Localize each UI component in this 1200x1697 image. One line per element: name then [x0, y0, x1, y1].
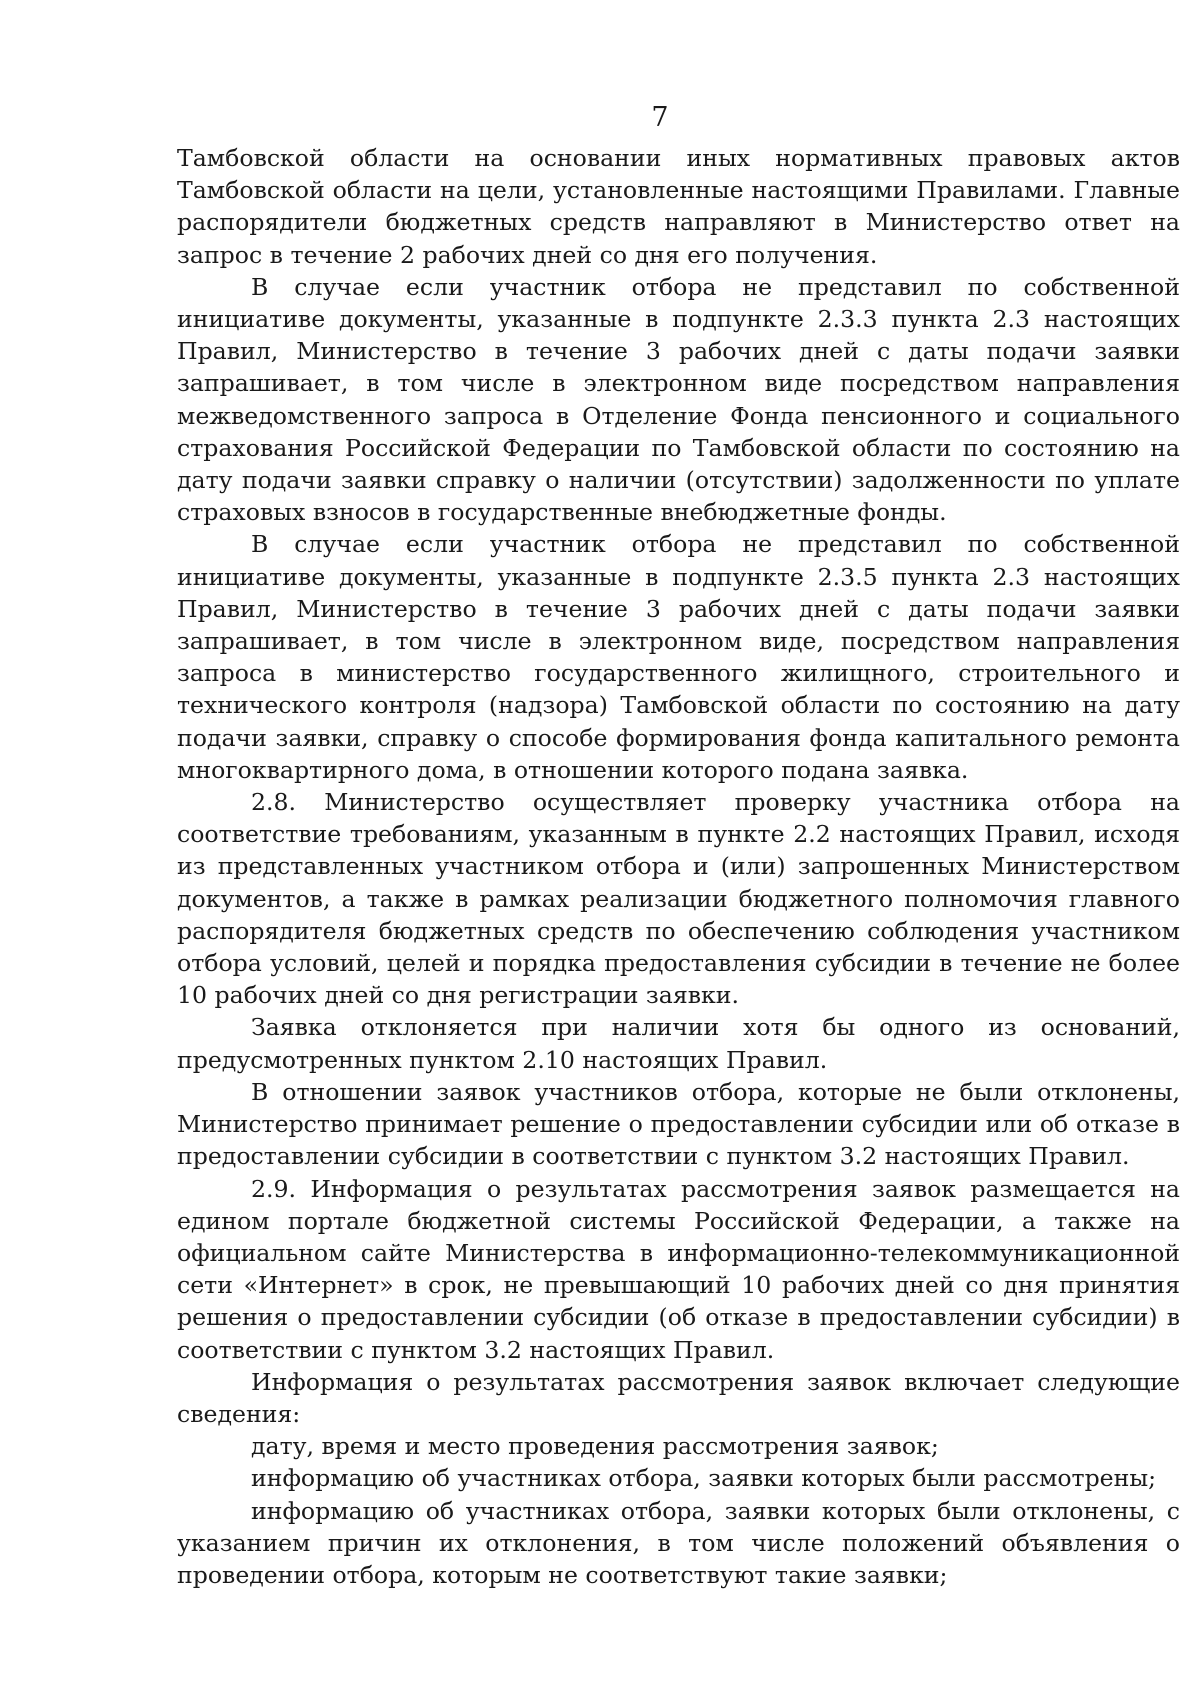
paragraph: В отношении заявок участников отбора, которые не были отклонены, Министерство принимает решение о предоставлении субсидии или об отказе в предоставлении субсидии в соответствии с пунктом 3.2 настоящих Правил.: [177, 1077, 1180, 1171]
paragraph-section-2-8: 2.8. Министерство осуществляет проверку участника отбора на соответствие требованиям, указанным в пункте 2.2 настоящих Правил, исходя из представленных участником отбора и (или) запрошенных Министерством документов, а также в рамках реализации бюджетного полномочия главного распорядителя бюджетных средств по обеспечению соблюдения участником отбора условий, целей и порядка предоставления субсидии в течение не более 10 рабочих дней со дня регистрации заявки.: [177, 788, 1180, 1010]
paragraph: Заявка отклоняется при наличии хотя бы одного из оснований, предусмотренных пунктом 2.10 настоящих Правил.: [177, 1013, 1180, 1074]
list-item: информацию об участниках отбора, заявки которых были рассмотрены;: [251, 1464, 1157, 1493]
paragraph-continuation: Тамбовской области на основании иных нормативных правовых актов Тамбовской области на цели, установленные настоящими Правилами. Главные распорядители бюджетных средств направляют в Министерство ответ на запрос в течение 2 рабочих дней со дня его получения.: [177, 144, 1180, 269]
page-number: 7: [651, 102, 669, 133]
list-item: информацию об участниках отбора, заявки которых были отклонены, с указанием причин их отклонения, в том числе положений объявления о проведении отбора, которым не соответствуют такие заявки;: [177, 1496, 1180, 1589]
paragraph: В случае если участник отбора не представил по собственной инициативе документы, указанные в подпункте 2.3.3 пункта 2.3 настоящих Правил, Министерство в течение 3 рабочих дней с даты подачи заявки запрашивает, в том числе в электронном виде посредством направления межведомственного запроса в Отделение Фонда пенсионного и социального страхования Российской Федерации по Тамбовской области по состоянию на дату подачи заявки справку о наличии (отсутствии) задолженности по уплате страховых взносов в государственные внебюджетные фонды.: [177, 272, 1180, 527]
paragraph-section-2-9: 2.9. Информация о результатах рассмотрения заявок размещается на едином портале бюджетной системы Российской Федерации, а также на официальном сайте Министерства в информационно-телекоммуникационной сети «Интернет» в срок, не превышающий 10 рабочих дней со дня принятия решения о предоставлении субсидии (об отказе в предоставлении субсидии) в соответствии с пунктом 3.2 настоящих Правил.: [177, 1174, 1180, 1364]
paragraph: Информация о результатах рассмотрения заявок включает следующие сведения:: [177, 1367, 1180, 1428]
paragraph: В случае если участник отбора не представил по собственной инициативе документы, указанные в подпункте 2.3.5 пункта 2.3 настоящих Правил, Министерство в течение 3 рабочих дней с даты подачи заявки запрашивает, в том числе в электронном виде, посредством направления запроса в министерство государственного жилищного, строительного и технического контроля (надзора) Тамбовской области по состоянию на дату подачи заявки, справку о способе формирования фонда капитального ремонта многоквартирного дома, в отношении которого подана заявка.: [177, 530, 1180, 784]
list-item: дату, время и место проведения рассмотрения заявок;: [251, 1432, 939, 1461]
document-body: [177, 142, 1180, 1591]
